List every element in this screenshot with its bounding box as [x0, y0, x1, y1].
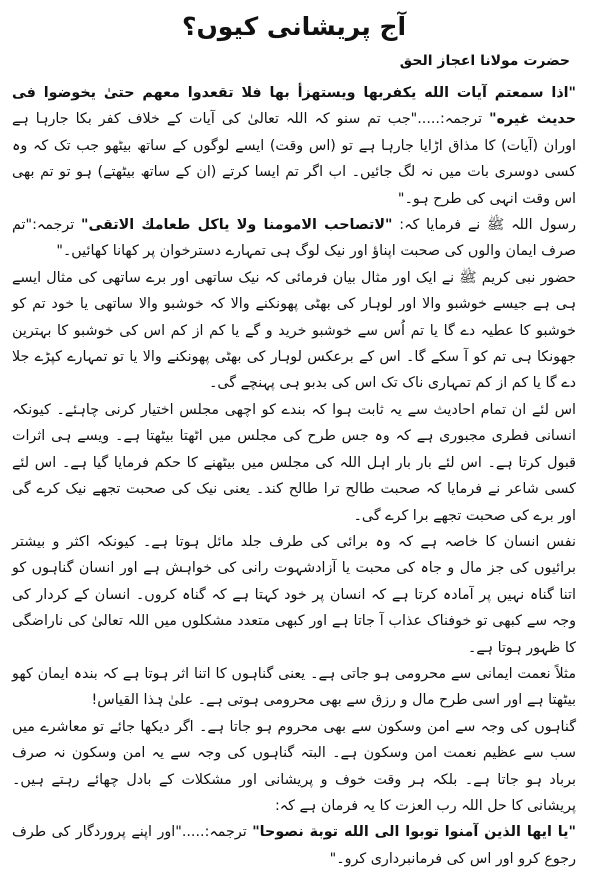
paragraph-text: گناہوں کی وجہ سے امن وسکون سے بھی محروم ہو جاتا ہے۔ اگر دیکھا جائے تو معاشرے میں سب سے عظیم نعمت امن وسکون ہے۔ البتہ گناہوں کی وجہ سے یہ امن وسکون نہ صرف برباد ہو جاتا ہے۔ بلکہ ہر وقت خوف و پریشانی اور مشکلات کے بادل چھائے رہتے ہیں۔ پریشانی کا حل اللہ رب العزت کا یہ فرمان ہے کہ:: [12, 718, 576, 814]
quran-verse: "يا ايها الذين آمنوا توبوا الى الله توبة نصوحا": [252, 824, 576, 841]
paragraph-2: [12, 212, 576, 265]
paragraph-5: [12, 529, 576, 661]
author-name: حضرت مولانا اعجاز الحق: [399, 53, 570, 69]
article-title: آج پریشانی کیوں؟: [181, 12, 407, 41]
paragraph-text: اس لئے ان تمام احادیث سے یہ ثابت ہوا کہ بندے کو اچھی مجلس اختیار کرنی چاہئے۔ کیونکہ انسانی فطری مجبوری ہے کہ وہ جس طرح کی مجلس میں اٹھتا بیٹھتا ہے۔ ویسے ہی اثرات قبول کرتا ہے۔ اس لئے بار بار اہل اللہ کی مجلس میں بیٹھنے کا حکم فرمایا گیا ہے۔ اس لئے کسی شاعر نے فرمایا کہ صحبت طالح ترا طالح کند۔ یعنی نیک کی صحبت تجھے نیک کرے گی اور برے کی صحبت تجھے برا کرے گی۔: [12, 401, 576, 524]
paragraph-8: [12, 819, 576, 872]
hadith-intro: رسول اللہ ﷺ نے فرمایا کہ:: [399, 217, 577, 234]
paragraph-text: مثلاً نعمت ایمانی سے محرومی ہو جاتی ہے۔ یعنی گناہوں کا اتنا اثر ہوتا ہے کہ بندہ ایمان کھو بیٹھتا ہے اور اسی طرح مال و رزق سے بھی محرومی ہوتی ہے۔ علیٰ ہٰذا القیاس!: [12, 665, 576, 709]
translation-text: ترجمہ:"تم صرف ایمان والوں کی صحبت اپناؤ اور نیک لوگ ہی تمہارے دسترخوان پر کھانا کھائیں۔": [12, 217, 576, 260]
paragraph-7: [12, 714, 576, 820]
paragraph-6: [12, 661, 576, 714]
paragraph-4: [12, 397, 576, 529]
paragraph-3: [12, 265, 576, 397]
article-body: [12, 80, 576, 872]
paragraph-text: نفس انسان کا خاصہ ہے کہ وہ برائی کی طرف جلد مائل ہوتا ہے۔ کیونکہ اکثر و بیشتر برائیوں کی جز مال و جاہ کی محبت یا آزادشہوت رانی کی خواہش ہے اور انسان گناہوں کو اتنا گناہ نہیں پر آمادہ کرتا ہے کہ انسان پر خود کہتا ہے کہ گناہ کروں۔ انسان کے کردار کی وجہ سے کبھی تو خوفناک عذاب آ جاتا ہے اور کبھی متعدد مشکلوں میں اللہ تعالیٰ کی ناراضگی کا ظہور ہوتا ہے۔: [12, 533, 576, 656]
arabic-verse: "اذا سمعتم آيات الله يكفربها ويستهزأ بها فلا تقعدوا معهم حتىٰ يخوضوا فى حديث غيره": [12, 85, 576, 128]
paragraph-1: [12, 80, 576, 212]
hadith-text: "لاتصاحب الامومنا ولا ياكل طعامك الاتقى": [81, 217, 393, 234]
translation-text: ترجمہ:....."اور اپنے پروردگار کی طرف رجوع کرو اور اس کی فرمانبرداری کرو۔": [12, 824, 576, 867]
paragraph-text: حضور نبی کریم ﷺ نے ایک اور مثال بیان فرمائی کہ نیک ساتھی اور برے ساتھی کی مثال ایسے ہی ہے جیسے خوشبو والا اور لوہار کی بھٹی پھونکنے والا کہ خوشبو والا ساتھی یا خود تم کو خوشبو کا عطیہ دے گا یا تم اُس سے خوشبو خرید و گے یا کم از کم اس کی خوشبو کا بہترین جھونکا ہی تم کو آ سکے گا۔ اس کے برعکس لوہار کی بھٹی پھونکنے والا یا تو تمہارے کپڑے جلا دے گا یا کم از کم تمہاری ناک تک اس کی بدبو ہی پہنچے گی۔: [12, 269, 576, 392]
translation-text: ترجمہ:....."جب تم سنو کہ اللہ تعالیٰ کی آیات کے خلاف کفر بکا جارہا ہے اوران (آیات) کا مذاق اڑایا جارہا ہے تو (اس وقت) ایسے لوگوں کے ساتھ بیٹھو جب تک کہ وہ کسی دوسری بات میں نہ لگ جائیں۔ اب اگر تم ایسا کرتے (ان کے ساتھ بیٹھتے) ہو تو تم بھی اس وقت انہی کی طرح ہو۔": [12, 111, 576, 207]
